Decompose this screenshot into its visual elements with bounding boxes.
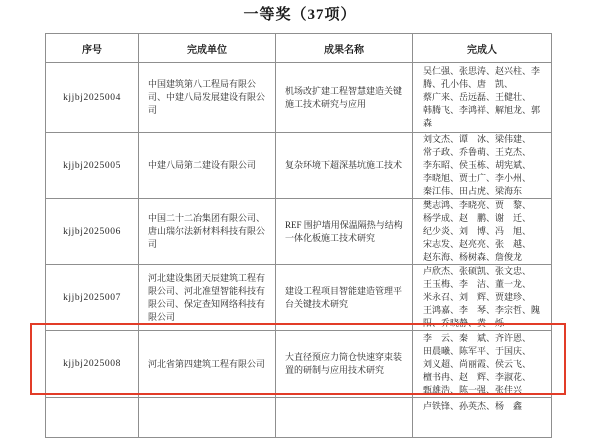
unit-cell [139, 398, 276, 438]
header-unit: 完成单位 [139, 34, 276, 63]
unit-cell: 中建八局第二建设有限公司 [139, 133, 276, 199]
table-header-row [46, 34, 552, 63]
achievement-cell [276, 398, 413, 438]
unit-cell: 河北建设集团天辰建筑工程有限公司、河北准望智能科技有限公司、保定查知网络科技有限公司 [139, 265, 276, 331]
page-title: 一等奖（37项） [243, 7, 357, 23]
achievement-cell: 大直径预应力筒仓快速穿束装置的研制与应用技术研究 [276, 331, 413, 398]
header-completers: 完成人 [413, 34, 552, 63]
serial-cell: kjjbj2025004 [46, 63, 139, 133]
achievement-cell: 建设工程项目智能建造管理平台关键技术研究 [276, 265, 413, 331]
table-row-highlighted [46, 331, 552, 398]
completers-cell: 吴仁强、张思涛、赵兴柱、李 腾、孔小伟、唐 凯、蔡广来、岳远磊、王健壮、韩腾飞、李鸿祥、解旭龙、郭 森 [413, 63, 552, 133]
table-row [46, 199, 552, 265]
table-row [46, 133, 552, 199]
unit-cell: 中国二十二冶集团有限公司、唐山瑞尔法新材料科技有限公司 [139, 199, 276, 265]
table-row [46, 265, 552, 331]
unit-cell: 中国建筑第八工程局有限公司、中建八局发展建设有限公司 [139, 63, 276, 133]
award-table [45, 33, 552, 438]
serial-cell: kjjbj2025006 [46, 199, 139, 265]
completers-cell: 李 云、秦 斌、齐许恩、田晨曦、陈军平、于国庆、刘义超、尚丽霞、侯云飞、檀书冉、赵 辉、李淑花、甄雄浩、陈一强、张佳兴 [413, 331, 552, 398]
table-row [46, 63, 552, 133]
serial-cell [46, 398, 139, 438]
achievement-cell: REF 围护墙用保温隔热与结构一体化板施工技术研究 [276, 199, 413, 265]
unit-cell: 河北省第四建筑工程有限公司 [139, 331, 276, 398]
serial-cell: kjjbj2025005 [46, 133, 139, 199]
achievement-cell: 机场改扩建工程智慧建造关键施工技术研究与应用 [276, 63, 413, 133]
achievement-cell: 复杂环境下超深基坑施工技术 [276, 133, 413, 199]
serial-cell: kjjbj2025007 [46, 265, 139, 331]
header-achievement: 成果名称 [276, 34, 413, 63]
completers-cell: 卢铁锋、孙英杰、杨 鑫 [413, 398, 552, 438]
serial-cell: kjjbj2025008 [46, 331, 139, 398]
table-row-partial [46, 398, 552, 438]
completers-cell: 卢欣杰、张硕凯、张文忠、王玉梅、李 洁、董一龙、米永召、刘 辉、贾建珍、王鸿嘉、李 琴、李宗哲、隗 阳、乔晓静、黄 烁 [413, 265, 552, 331]
header-serial: 序号 [46, 34, 139, 63]
completers-cell: 刘文杰、谭 冰、梁伟建、常子政、乔鲁萌、王克杰、李东昭、侯玉栋、胡宪斌、李晓旭、贾士广、李小州、秦江伟、田占虎、梁海东 [413, 133, 552, 199]
completers-cell: 樊志鸿、李晓亮、贾 黎、杨学成、赵 鹏、谢 迁、纪少炎、刘 博、冯 旭、宋志发、赵亮亮、张 越、赵东海、杨树森、詹俊龙 [413, 199, 552, 265]
